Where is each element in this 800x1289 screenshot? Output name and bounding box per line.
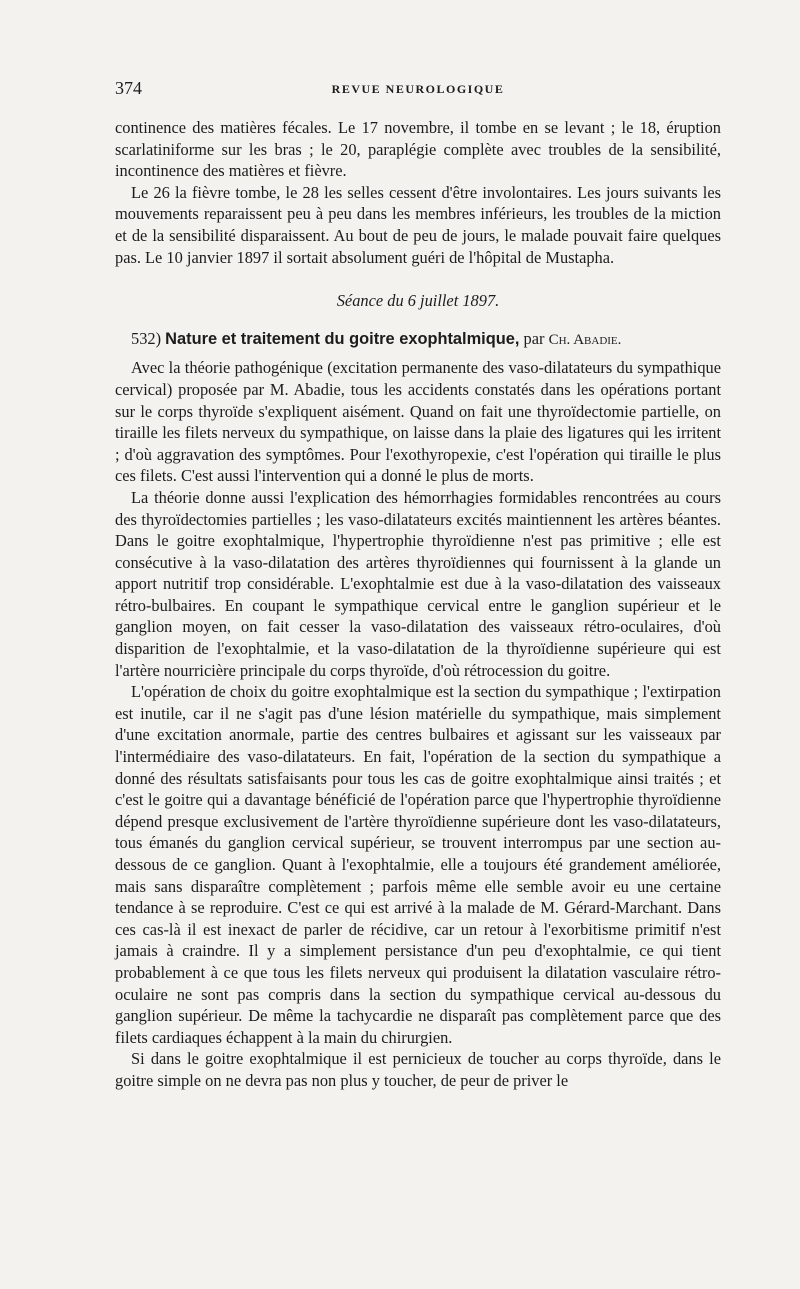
paragraph: L'opération de choix du goitre exophtalmique est la section du sympathique ; l'extirpation est inutile, car il ne s'agit pas d'une lésion matérielle du sympathique, mais simplement d'une excitation anormale, partie des centres bulbaires et agissant sur les vaisseaux par l'intermédiaire des vaso-dilatateurs. En fait, l'opération de la section du sympathique a donné des résultats satisfaisants pour tous les cas de goitre exophtalmique ainsi traités ; et c'est le goitre qui a davantage bénéficié de l'opération parce que l'hypertrophie thyroïdienne dépend presque exclusivement de l'artère thyroïdienne supérieure dont les vaso-dilatateurs, tous émanés du ganglion cervical supérieur, se trouvent interrompus par une section au-dessous de ce ganglion. Quant à l'exophtalmie, elle a toujours été grandement améliorée, mais sans disparaître complètement ; parfois même elle semble avoir eu une certaine tendance à se reproduire. C'est ce qui est arrivé à la malade de M. Gérard-Marchant. Dans ces cas-là il est inexact de parler de récidive, car un retour à l'exorbitisme primitif n'est jamais à craindre. Il y a simplement persistance d'un peu d'exophtalmie, ce qui tient probablement à ce que tous les filets nerveux qui produisent la dilatation vasculaire rétro-oculaire ne sont pas compris dans la section du sympathique cervical au-dessous du ganglion supérieur. De même la tachycardie ne disparaît pas complètement parce que des filets cardiaques échappent à la main du chirurgien.: [115, 682, 721, 1047]
paragraph: Le 26 la fièvre tombe, le 28 les selles cessent d'être involontaires. Les jours suivants les mouvements reparaissent peu à peu dans les membres inférieurs, les troubles de la miction et de la sensibilité disparaissent. Au bout de peu de jours, le malade pouvait faire quelques pas. Le 10 janvier 1897 il sortait absolument guéri de l'hôpital de Mustapha.: [115, 182, 721, 267]
session-heading: Séance du 6 juillet 1897.: [336, 291, 500, 311]
article-author: Ch. Abadie.: [548, 331, 622, 348]
paragraph: La théorie donne aussi l'explication des hémorrhagies formidables rencontrées au cours des thyroïdectomies partielles ; les vaso-dilatateurs excités maintiennent les artères béantes. Dans le goitre exophtalmique, l'hypertrophie thyroïdienne n'est pas primitive ; elle est consécutive à la vaso-dilatation des artères thyroïdiennes qui fournissent à la glande un apport nutritif trop considérable. L'exophtalmie est due à la vaso-dilatation des vaisseaux rétro-bulbaires. En coupant le sympathique cervical entre le ganglion supérieur et le ganglion moyen, on fait cesser la vaso-dilatation des vaisseaux rétro-oculaires, d'où disparition de l'exophtalmie, et la vaso-dilatation de la thyroïdienne supérieure qui est l'artère nourricière principale du corps thyroïde, d'où rétrocession du goitre.: [115, 487, 721, 680]
page-number: 374: [115, 78, 142, 98]
running-head: REVUE NEUROLOGIQUE: [331, 82, 505, 96]
paragraph: Si dans le goitre exophtalmique il est pernicieux de toucher au corps thyroïde, dans le goitre simple on ne devra pas non plus y toucher, de peur de priver le: [115, 1049, 721, 1090]
article-heading: [115, 328, 721, 352]
page-header: [115, 78, 721, 104]
article-number: 532): [131, 328, 162, 348]
paragraph: Avec la théorie pathogénique (excitation permanente des vaso-dilatateurs du sympathique cervical) proposée par M. Abadie, tous les accidents constatés dans les opérations portant sur le corps thyroïde s'expliquent aisément. Quand on fait une thyroïdectomie partielle, on tiraille les filets nerveux du sympathique, on laisse dans la plaie des ligatures qui les irritent ; d'où aggravation des symptômes. Pour l'exothyropexie, c'est l'opération qui tiraille le plus ces filets. C'est aussi l'intervention qui a donné le plus de morts.: [115, 358, 721, 486]
article-title: Nature et traitement du goitre exophtalmique,: [165, 329, 520, 348]
paragraph-continuation: continence des matières fécales. Le 17 novembre, il tombe en se levant ; le 18, éruption scarlatiniforme sur les bras ; le 20, paraplégie complète avec troubles de la sensibilité, incontinence des matières et fièvre.: [115, 118, 721, 181]
article-by: par: [523, 328, 545, 348]
page-body: [115, 117, 721, 1092]
